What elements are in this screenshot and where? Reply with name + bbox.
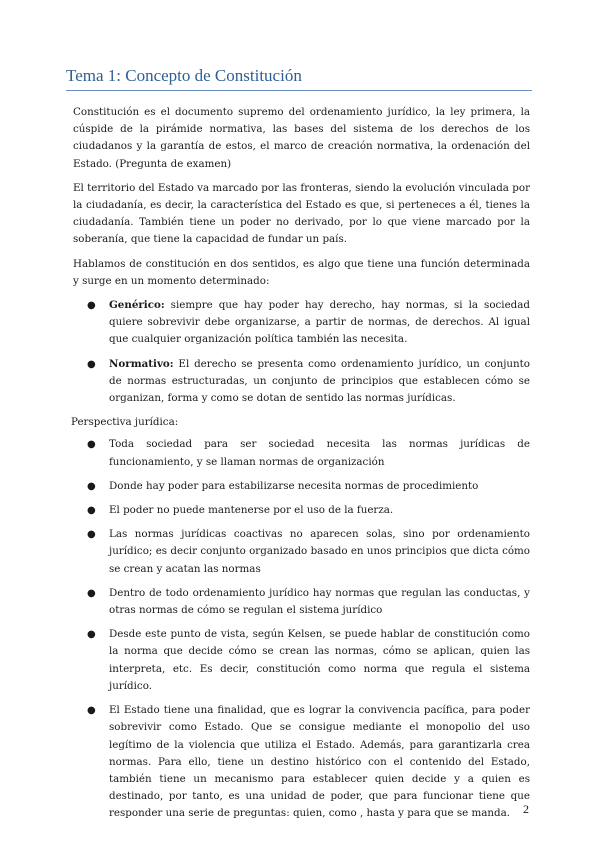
paragraph-two-senses: Hablamos de constitución en dos sentidos, es algo que tiene una función determinada y surge en un momento determinado:	[73, 257, 530, 287]
definition-generic: siempre que hay poder hay derecho, hay normas, si la sociedad quiere sobrevivir debe organizarse, a partir de normas, de derechos. Al igual que cualquier organización política también las necesita.	[109, 299, 530, 346]
paragraph-territory: El territorio del Estado va marcado por las fronteras, siendo la evolución vinculada por la ciudadanía, es decir, la característica del Estado es que, si perteneces a él, tienes la ciudadanía. También tiene un poder no derivado, por lo que viene marcado por la soberanía, que tiene la capacidad de fundar un país.	[73, 181, 530, 246]
section-heading: Tema 1: Concepto de Constitución	[66, 66, 302, 85]
list-item	[73, 526, 530, 578]
list-item-text: Desde este punto de vista, según Kelsen, se puede hablar de constitución como la norma que decide cómo se crean las normas, cómo se aplican, quien las interpreta, etc. Es decir, constitución como norma que regula el sistema jurídico.	[109, 628, 530, 692]
term-generic: Genérico:	[109, 299, 165, 312]
senses-list	[73, 297, 530, 407]
list-item-normative	[73, 356, 530, 408]
bullet-icon: ●	[87, 587, 96, 599]
list-item-generic	[73, 297, 530, 349]
bullet-icon: ●	[87, 505, 96, 517]
bullet-icon: ●	[87, 529, 96, 541]
list-item-text: Toda sociedad para ser sociedad necesita las normas jurídicas de funcionamiento, y se llaman normas de organización	[109, 438, 530, 468]
heading-underline	[66, 90, 532, 91]
list-item	[73, 502, 530, 519]
list-item	[73, 626, 530, 695]
bullet-icon: ●	[87, 629, 96, 641]
list-item-text: Dentro de todo ordenamiento jurídico hay normas que regulan las conductas, y otras normas de cómo se regulan el sistema jurídico	[109, 586, 530, 617]
list-item	[73, 702, 530, 822]
list-item	[73, 478, 530, 495]
list-item-text: Las normas jurídicas coactivas no aparecen solas, sino por ordenamiento jurídico; es decir conjunto organizado basado en unos principios que dicta cómo se crean y acatan las normas	[109, 528, 530, 575]
paragraph-definition: Constitución es el documento supremo del ordenamiento jurídico, la ley primera, la cúspide de la pirámide normativa, las bases del sistema de los derechos de los ciudadanos y la garantía de estos, el marco de creación normativa, la ordenación del Estado. (Pregunta de examen)	[73, 106, 530, 170]
perspective-label: Perspectiva jurídica:	[71, 416, 179, 429]
term-normative: Normativo:	[109, 357, 174, 370]
page-number: 2	[523, 802, 529, 816]
list-item-text: El poder no puede mantenerse por el uso de la fuerza.	[109, 504, 394, 517]
bullet-icon: ●	[87, 358, 96, 370]
bullet-icon: ●	[87, 480, 96, 492]
bullet-icon: ●	[87, 705, 96, 717]
list-item-text: Donde hay poder para estabilizarse necesita normas de procedimiento	[109, 479, 479, 492]
list-item-text: El Estado tiene una finalidad, que es lograr la convivencia pacífica, para poder sobrevivir como Estado. Que se consigue mediante el monopolio del uso legítimo de la violencia que utiliza el Estado. Además, para garantizarla crea normas. Para ello, tiene un destino histórico con el contenido del Estado, también tiene un mecanismo para establecer quien decide y a quien es destinado, por tanto, es una unidad de poder, que para funcionar tiene que responder una serie de preguntas: quien, como , hasta y para que se manda.	[109, 704, 530, 820]
document-body	[73, 104, 530, 830]
definition-normative: El derecho se presenta como ordenamiento jurídico, un conjunto de normas estructuradas, un conjunto de principios que establecen cómo se organizan, forma y como se dotan de sentido las normas jurídicas.	[109, 357, 530, 405]
bullet-icon: ●	[87, 439, 96, 451]
list-item	[73, 436, 530, 470]
list-item	[73, 585, 530, 619]
perspective-list	[73, 436, 530, 822]
bullet-icon: ●	[87, 300, 96, 312]
